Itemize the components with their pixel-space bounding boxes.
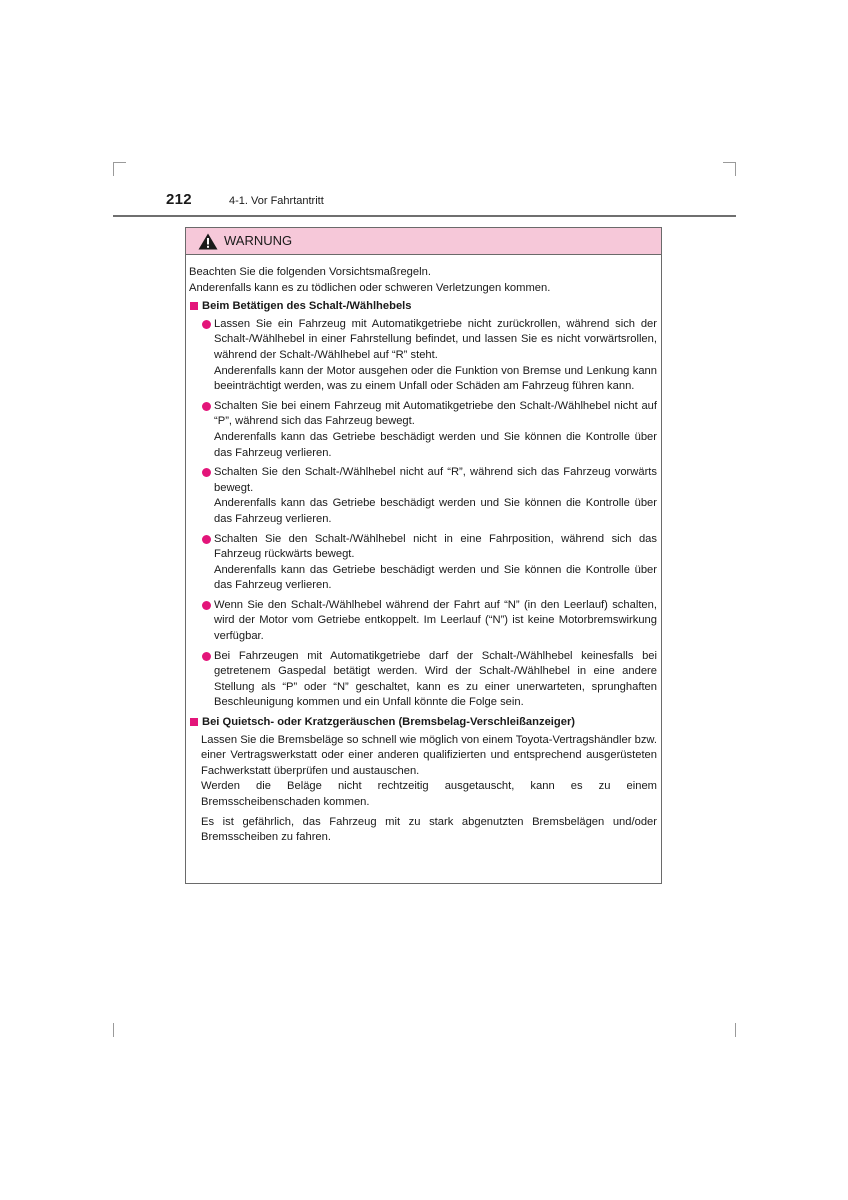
bullet-dot-icon [202, 402, 211, 411]
list-item [189, 532, 657, 594]
list-item-consequence: Anderenfalls kann der Motor ausgehen oder die Funktion von Bremse und Lenkung kann beeinträchtigt werden, was zu einem Unfall oder Schäden am Fahrzeug führen kann. [214, 364, 657, 393]
intro-line-2: Anderenfalls kann es zu tödlichen oder schweren Verletzungen kommen. [189, 281, 551, 294]
list-item-consequence: Anderenfalls kann das Getriebe beschädigt werden und Sie können die Kontrolle über das Fahrzeug verlieren. [214, 497, 657, 525]
list-item [189, 649, 657, 711]
bullet-dot-icon [202, 601, 211, 610]
list-item-text: Lassen Sie ein Fahrzeug mit Automatikgetriebe nicht zurückrollen, während sich der Schalt-/Wählhebel in einer Fahrstellung befindet, und lassen Sie es nicht vorwärtsrollen, während der Schalt-/Wählhebel auf “R” steht. [214, 317, 657, 361]
brake-paragraph-1 [189, 733, 657, 811]
list-item-consequence: Anderenfalls kann das Getriebe beschädigt werden und Sie können die Kontrolle über das Fahrzeug verlieren. [214, 563, 657, 592]
list-item [189, 465, 657, 527]
section-heading-brake-pads [189, 715, 657, 731]
crop-mark-top-left-h [113, 162, 126, 163]
warning-header [186, 228, 661, 255]
list-item-text: Schalten Sie den Schalt-/Wählhebel nicht in eine Fahrposition, während sich das Fahrzeug rückwärts bewegt. [214, 532, 657, 561]
square-bullet-icon [190, 302, 198, 310]
warning-body [186, 255, 661, 846]
page-header [113, 190, 736, 218]
list-item-text: Schalten Sie den Schalt-/Wählhebel nicht auf “R”, während sich das Fahrzeug vorwärts bewegt. [214, 466, 657, 494]
crop-mark-bottom-right-v [735, 1023, 736, 1037]
list-item [189, 317, 657, 395]
section-heading-text: Bei Quietsch- oder Kratzgeräuschen (Bremsbelag-Verschleißanzeiger) [202, 716, 576, 729]
crop-mark-top-right-h [723, 162, 736, 163]
crop-mark-bottom-left-v [113, 1023, 114, 1037]
section-title: 4-1. Vor Fahrtantritt [229, 195, 324, 207]
bullet-dot-icon [202, 320, 211, 329]
paragraph-text: Werden die Beläge nicht rechtzeitig ausgetauscht, kann es zu einem Bremsscheibenschaden kommen. [201, 780, 657, 808]
warning-box [185, 227, 662, 884]
list-item-text: Bei Fahrzeugen mit Automatikgetriebe darf der Schalt-/Wählhebel keinesfalls bei getretenem Gaspedal betätigt werden. Wird der Schalt-/Wählhebel in eine andere Stellung als “P” oder “N” geschaltet, kann es zu einer unerwarteten, sprunghaften Beschleunigung kommen und ein Unfall könnte die Folge sein. [214, 649, 657, 709]
header-rule [113, 215, 736, 217]
list-item [189, 598, 657, 645]
crop-mark-top-left-v [113, 162, 114, 176]
list-item-text: Schalten Sie bei einem Fahrzeug mit Automatikgetriebe den Schalt-/Wählhebel nicht auf “P”, während sich das Fahrzeug bewegt. [214, 399, 657, 428]
warning-title: WARNUNG [224, 233, 293, 248]
list-item [189, 399, 657, 461]
crop-mark-top-right-v [735, 162, 736, 176]
bullet-dot-icon [202, 468, 211, 477]
list-item-text: Wenn Sie den Schalt-/Wählhebel während der Fahrt auf “N” (in den Leerlauf) schalten, wird der Motor vom Getriebe entkoppelt. Im Leerlauf (“N”) ist keine Motorbremswirkung verfügbar. [214, 598, 657, 643]
warning-triangle-icon [198, 233, 218, 250]
intro-line-1: Beachten Sie die folgenden Vorsichtsmaßregeln. [189, 266, 431, 278]
page-number: 212 [166, 191, 192, 208]
brake-paragraph-2 [189, 815, 657, 846]
section-heading-shift-lever [189, 299, 657, 315]
bullet-dot-icon [202, 652, 211, 661]
paragraph-text: Es ist gefährlich, das Fahrzeug mit zu stark abgenutzten Bremsbelägen und/oder Bremsscheiben zu fahren. [201, 815, 657, 844]
square-bullet-icon [190, 718, 198, 726]
section-heading-text: Beim Betätigen des Schalt-/Wählhebels [202, 300, 412, 313]
list-item-consequence: Anderenfalls kann das Getriebe beschädigt werden und Sie können die Kontrolle über das Fahrzeug verlieren. [214, 430, 657, 459]
paragraph-text: Lassen Sie die Bremsbeläge so schnell wie möglich von einem Toyota-Vertragshändler bzw. einer Vertragswerkstatt oder einer anderen qualifizierten und entsprechend ausgerüsteten Fachwerkstatt überprüfen und austauschen. [201, 733, 657, 777]
bullet-dot-icon [202, 535, 211, 544]
